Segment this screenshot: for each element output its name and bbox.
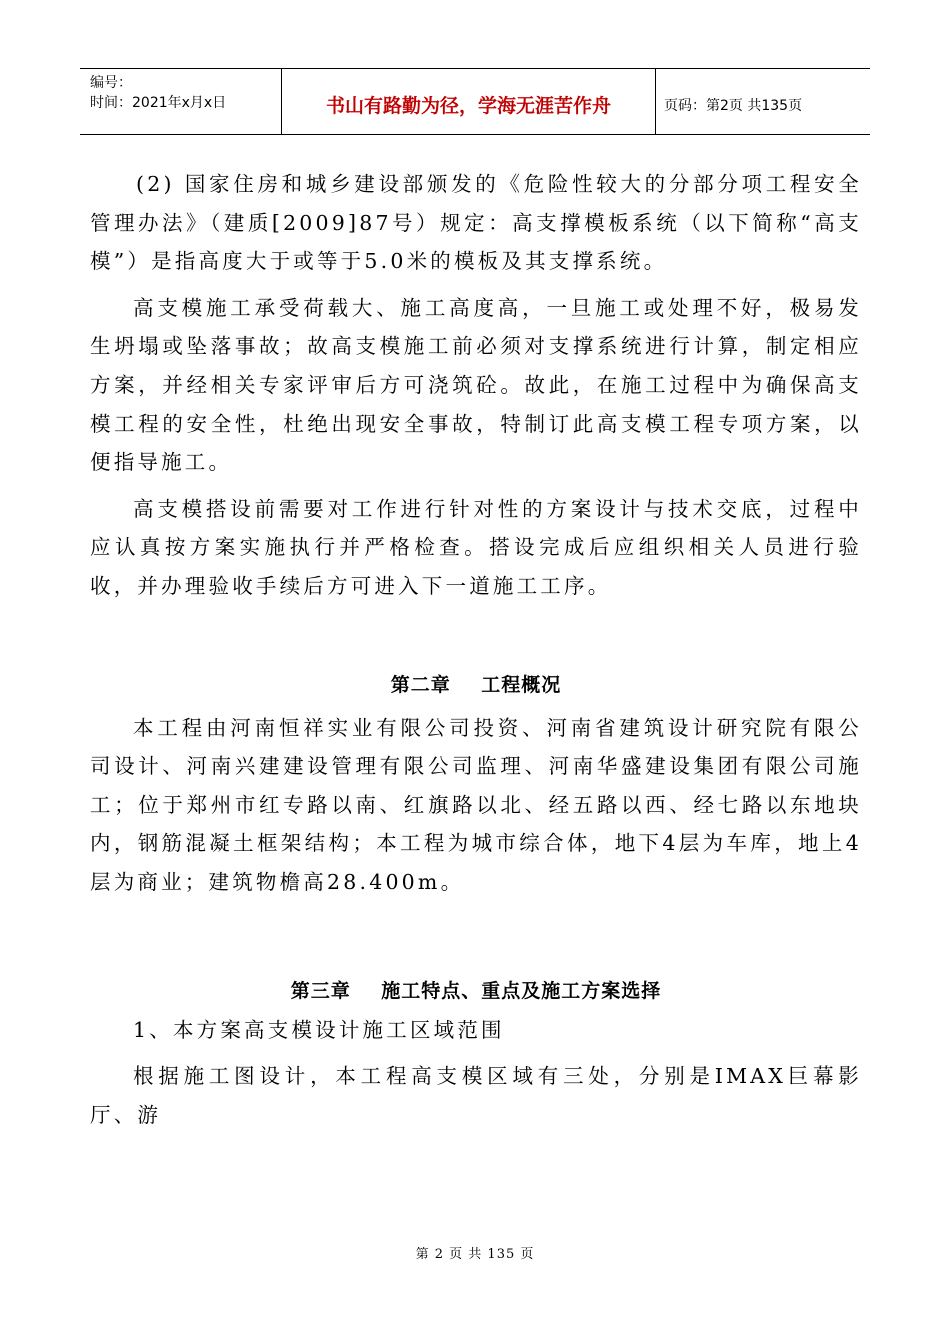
document-number-label: 编号： <box>90 75 132 91</box>
header-motto: 书山有路勤为径，学海无涯苦作舟 <box>282 69 656 134</box>
header-meta <box>80 69 282 134</box>
page-header <box>80 68 870 135</box>
page-footer: 第 2 页 共 135 页 <box>415 1247 535 1262</box>
paragraph-procedure: 高支模搭设前需要对工作进行针对性的方案设计与技术交底，过程中应认真按方案实施执行并严格检查。搭设完成后应组织相关人员进行验收，并办理验收手续后方可进入下一道施工工序。 <box>90 496 862 598</box>
chapter-2-title: 第二章 工程概况 <box>390 673 562 696</box>
document-time-label: 时间：2021年x月x日 <box>90 95 227 111</box>
paragraph-risk: 高支模施工承受荷载大、施工高度高，一旦施工或处理不好，极易发生坍塌或坠落事故；故高支模施工前必须对支撑系统进行计算，制定相应方案，并经相关专家评审后方可浇筑砼。故此，在施工过程中为确保高支模工程的安全性，杜绝出现安全事故，特制订此高支模工程专项方案，以便指导施工。 <box>90 295 862 475</box>
chapter-3-title: 第三章 施工特点、重点及施工方案选择 <box>290 979 662 1002</box>
paragraph-project-overview: 本工程由河南恒祥实业有限公司投资、河南省建筑设计研究院有限公司设计、河南兴建建设管理有限公司监理、河南华盛建设集团有限公司施工；位于郑州市红专路以南、红旗路以北、经五路以西、经七路以东地块内，钢筋混凝土框架结构；本工程为城市综合体，地下4层为车库，地上4层为商业；建筑物檐高28.400m。 <box>90 715 862 894</box>
header-page-info: 页码：第2页 共135页 <box>664 97 803 114</box>
paragraph-scope-heading: 1、本方案高支模设计施工区域范围 <box>133 1017 505 1042</box>
document-body <box>90 165 862 1134</box>
paragraph-regulation: (2) 国家住房和城乡建设部颁发的《危险性较大的分部分项工程安全管理办法》（建质[2009]87号）规定：高支撑模板系统（以下简称“高支模”）是指高度大于或等于5.0米的模板及其支撑系统。 <box>90 172 862 274</box>
paragraph-scope-detail: 根据施工图设计，本工程高支模区域有三处，分别是IMAX巨幕影厅、游 <box>90 1064 862 1127</box>
